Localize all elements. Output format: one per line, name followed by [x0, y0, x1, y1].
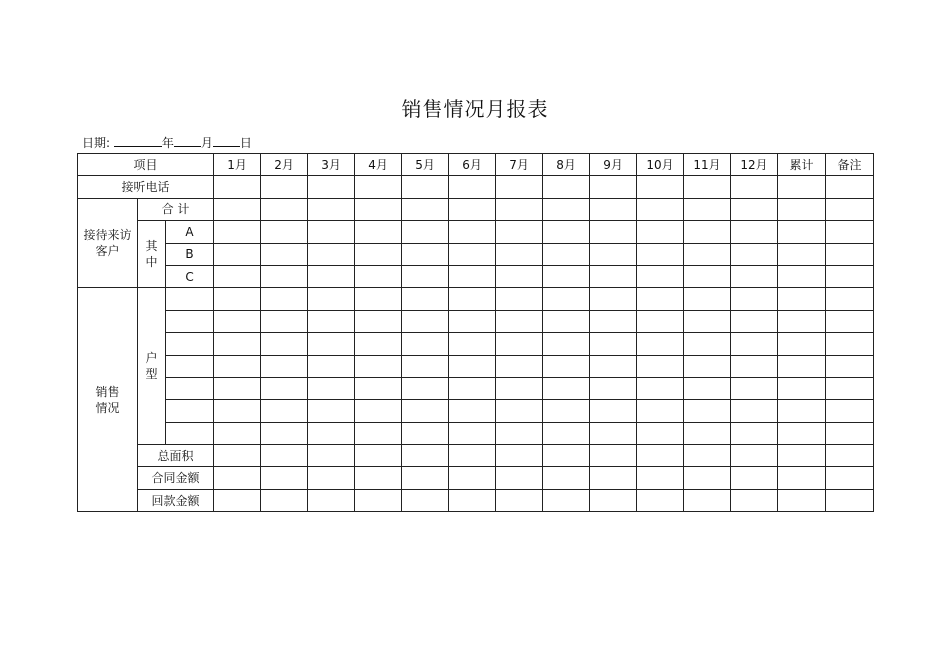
data-cell[interactable]	[496, 310, 543, 332]
data-cell[interactable]	[637, 355, 684, 377]
month-header: 4月	[355, 154, 402, 176]
table-row	[78, 310, 874, 332]
data-cell[interactable]	[308, 221, 355, 243]
data-cell[interactable]	[590, 265, 637, 287]
data-cell[interactable]	[731, 489, 778, 511]
table-row	[78, 422, 874, 444]
table-row	[78, 243, 874, 265]
month-header: 11月	[684, 154, 731, 176]
month-header: 12月	[731, 154, 778, 176]
data-cell[interactable]	[308, 243, 355, 265]
month-header: 2月	[261, 154, 308, 176]
data-cell[interactable]	[449, 288, 496, 310]
data-cell[interactable]	[449, 355, 496, 377]
data-cell[interactable]	[826, 265, 874, 287]
data-cell[interactable]	[731, 243, 778, 265]
data-cell[interactable]	[590, 400, 637, 422]
date-line	[82, 135, 252, 151]
data-cell[interactable]	[778, 445, 826, 467]
data-cell[interactable]	[308, 445, 355, 467]
month-blank[interactable]	[174, 135, 201, 147]
data-cell[interactable]	[543, 176, 590, 198]
sales-report-table	[77, 153, 874, 512]
data-cell[interactable]	[355, 288, 402, 310]
data-cell[interactable]	[731, 198, 778, 220]
data-cell[interactable]	[308, 310, 355, 332]
data-cell[interactable]	[637, 198, 684, 220]
data-cell[interactable]	[778, 243, 826, 265]
data-cell[interactable]	[355, 400, 402, 422]
data-cell[interactable]	[684, 288, 731, 310]
data-cell[interactable]	[778, 198, 826, 220]
month-header: 7月	[496, 154, 543, 176]
data-cell[interactable]	[261, 422, 308, 444]
data-cell[interactable]	[684, 243, 731, 265]
data-cell[interactable]	[778, 489, 826, 511]
data-cell[interactable]	[778, 467, 826, 489]
data-cell[interactable]	[637, 422, 684, 444]
data-cell[interactable]	[308, 176, 355, 198]
month-header: 9月	[590, 154, 637, 176]
data-cell[interactable]	[731, 221, 778, 243]
unit-type-cell[interactable]	[166, 377, 214, 399]
data-cell[interactable]	[261, 176, 308, 198]
data-cell[interactable]	[355, 176, 402, 198]
data-cell[interactable]	[402, 333, 449, 355]
data-cell[interactable]	[214, 198, 261, 220]
day-blank[interactable]	[213, 135, 240, 147]
data-cell[interactable]	[496, 467, 543, 489]
data-cell[interactable]	[826, 467, 874, 489]
data-cell[interactable]	[826, 333, 874, 355]
data-cell[interactable]	[778, 221, 826, 243]
data-cell[interactable]	[449, 422, 496, 444]
table-row	[78, 400, 874, 422]
data-cell[interactable]	[590, 243, 637, 265]
data-cell[interactable]	[543, 198, 590, 220]
header-row	[78, 154, 874, 176]
data-cell[interactable]	[496, 400, 543, 422]
data-cell[interactable]	[637, 489, 684, 511]
data-cell[interactable]	[449, 198, 496, 220]
data-cell[interactable]	[826, 198, 874, 220]
data-cell[interactable]	[543, 422, 590, 444]
data-cell[interactable]	[214, 288, 261, 310]
data-cell[interactable]	[449, 310, 496, 332]
data-cell[interactable]	[214, 445, 261, 467]
data-cell[interactable]	[402, 310, 449, 332]
data-cell[interactable]	[449, 377, 496, 399]
data-cell[interactable]	[731, 400, 778, 422]
data-cell[interactable]	[308, 377, 355, 399]
data-cell[interactable]	[684, 400, 731, 422]
data-cell[interactable]	[826, 221, 874, 243]
data-cell[interactable]	[684, 265, 731, 287]
data-cell[interactable]	[355, 310, 402, 332]
data-cell[interactable]	[731, 355, 778, 377]
data-cell[interactable]	[543, 288, 590, 310]
data-cell[interactable]	[214, 243, 261, 265]
data-cell[interactable]	[449, 221, 496, 243]
data-cell[interactable]	[543, 445, 590, 467]
unit-type-cell[interactable]	[166, 355, 214, 377]
data-cell[interactable]	[731, 377, 778, 399]
data-cell[interactable]	[590, 288, 637, 310]
data-cell[interactable]	[496, 265, 543, 287]
data-cell[interactable]	[355, 333, 402, 355]
data-cell[interactable]	[778, 265, 826, 287]
payment-amount-label: 回款金额	[138, 489, 214, 511]
data-cell[interactable]	[355, 445, 402, 467]
data-cell[interactable]	[496, 198, 543, 220]
month-header: 3月	[308, 154, 355, 176]
data-cell[interactable]	[826, 400, 874, 422]
data-cell[interactable]	[449, 243, 496, 265]
data-cell[interactable]	[637, 467, 684, 489]
data-cell[interactable]	[590, 489, 637, 511]
data-cell[interactable]	[637, 265, 684, 287]
data-cell[interactable]	[778, 400, 826, 422]
unit-type-cell[interactable]	[166, 422, 214, 444]
data-cell[interactable]	[778, 310, 826, 332]
data-cell[interactable]	[214, 489, 261, 511]
data-cell[interactable]	[543, 489, 590, 511]
cumulative-header: 累计	[778, 154, 826, 176]
data-cell[interactable]	[261, 221, 308, 243]
remarks-header: 备注	[826, 154, 874, 176]
data-cell[interactable]	[355, 489, 402, 511]
data-cell[interactable]	[637, 176, 684, 198]
data-cell[interactable]	[402, 377, 449, 399]
data-cell[interactable]	[214, 355, 261, 377]
data-cell[interactable]	[496, 333, 543, 355]
data-cell[interactable]	[261, 198, 308, 220]
data-cell[interactable]	[731, 288, 778, 310]
data-cell[interactable]	[684, 445, 731, 467]
data-cell[interactable]	[402, 467, 449, 489]
data-cell[interactable]	[402, 400, 449, 422]
data-cell[interactable]	[308, 489, 355, 511]
visitor-type-a: A	[166, 221, 214, 243]
visitors-group-label	[78, 198, 138, 288]
data-cell[interactable]	[826, 445, 874, 467]
data-cell[interactable]	[402, 198, 449, 220]
data-cell[interactable]	[778, 288, 826, 310]
unit-type-cell[interactable]	[166, 310, 214, 332]
year-blank[interactable]	[114, 135, 162, 147]
month-header: 6月	[449, 154, 496, 176]
data-cell[interactable]	[308, 422, 355, 444]
data-cell[interactable]	[637, 288, 684, 310]
data-cell[interactable]	[449, 176, 496, 198]
visitors-group-text: 接待来访客户	[83, 228, 132, 259]
data-cell[interactable]	[214, 333, 261, 355]
data-cell[interactable]	[684, 198, 731, 220]
table-row	[78, 355, 874, 377]
data-cell[interactable]	[496, 489, 543, 511]
data-cell[interactable]	[355, 198, 402, 220]
data-cell[interactable]	[449, 467, 496, 489]
data-cell[interactable]	[261, 243, 308, 265]
data-cell[interactable]	[496, 176, 543, 198]
data-cell[interactable]	[449, 265, 496, 287]
data-cell[interactable]	[590, 333, 637, 355]
data-cell[interactable]	[449, 333, 496, 355]
data-cell[interactable]	[214, 467, 261, 489]
table-row	[78, 265, 874, 287]
data-cell[interactable]	[590, 377, 637, 399]
data-cell[interactable]	[637, 377, 684, 399]
month-header: 10月	[637, 154, 684, 176]
data-cell[interactable]	[214, 176, 261, 198]
data-cell[interactable]	[402, 288, 449, 310]
data-cell[interactable]	[684, 467, 731, 489]
data-cell[interactable]	[637, 445, 684, 467]
date-label: 日期:	[82, 136, 111, 150]
data-cell[interactable]	[590, 221, 637, 243]
visitor-type-c: C	[166, 265, 214, 287]
data-cell[interactable]	[355, 377, 402, 399]
data-cell[interactable]	[684, 422, 731, 444]
unit-type-cell[interactable]	[166, 400, 214, 422]
data-cell[interactable]	[590, 422, 637, 444]
day-label: 日	[239, 136, 252, 150]
month-header: 1月	[214, 154, 261, 176]
data-cell[interactable]	[590, 198, 637, 220]
table-row	[78, 198, 874, 220]
data-cell[interactable]	[308, 288, 355, 310]
data-cell[interactable]	[826, 176, 874, 198]
data-cell[interactable]	[355, 422, 402, 444]
data-cell[interactable]	[496, 422, 543, 444]
phone-calls-label: 接听电话	[78, 176, 214, 198]
data-cell[interactable]	[261, 489, 308, 511]
data-cell[interactable]	[214, 377, 261, 399]
data-cell[interactable]	[590, 310, 637, 332]
data-cell[interactable]	[402, 176, 449, 198]
total-area-label: 总面积	[138, 445, 214, 467]
table-row	[78, 221, 874, 243]
data-cell[interactable]	[214, 265, 261, 287]
data-cell[interactable]	[590, 176, 637, 198]
data-cell[interactable]	[261, 265, 308, 287]
data-cell[interactable]	[261, 333, 308, 355]
data-cell[interactable]	[778, 333, 826, 355]
data-cell[interactable]	[731, 422, 778, 444]
data-cell[interactable]	[731, 310, 778, 332]
table-row	[78, 467, 874, 489]
data-cell[interactable]	[355, 221, 402, 243]
data-cell[interactable]	[449, 400, 496, 422]
month-label: 月	[200, 136, 213, 150]
data-cell[interactable]	[590, 467, 637, 489]
data-cell[interactable]	[778, 176, 826, 198]
data-cell[interactable]	[402, 243, 449, 265]
data-cell[interactable]	[308, 355, 355, 377]
total-label: 合 计	[138, 198, 214, 220]
table-row	[78, 377, 874, 399]
table-row	[78, 176, 874, 198]
data-cell[interactable]	[308, 265, 355, 287]
data-cell[interactable]	[261, 467, 308, 489]
data-cell[interactable]	[261, 355, 308, 377]
data-cell[interactable]	[402, 221, 449, 243]
data-cell[interactable]	[637, 333, 684, 355]
data-cell[interactable]	[496, 288, 543, 310]
data-cell[interactable]	[826, 489, 874, 511]
data-cell[interactable]	[731, 265, 778, 287]
data-cell[interactable]	[731, 445, 778, 467]
data-cell[interactable]	[826, 355, 874, 377]
data-cell[interactable]	[543, 310, 590, 332]
data-cell[interactable]	[637, 400, 684, 422]
data-cell[interactable]	[214, 422, 261, 444]
visitor-type-b: B	[166, 243, 214, 265]
data-cell[interactable]	[261, 288, 308, 310]
data-cell[interactable]	[261, 377, 308, 399]
data-cell[interactable]	[778, 377, 826, 399]
data-cell[interactable]	[308, 333, 355, 355]
data-cell[interactable]	[214, 400, 261, 422]
data-cell[interactable]	[637, 221, 684, 243]
data-cell[interactable]	[355, 265, 402, 287]
data-cell[interactable]	[684, 176, 731, 198]
data-cell[interactable]	[402, 265, 449, 287]
data-cell[interactable]	[261, 445, 308, 467]
data-cell[interactable]	[826, 288, 874, 310]
data-cell[interactable]	[778, 355, 826, 377]
data-cell[interactable]	[496, 445, 543, 467]
data-cell[interactable]	[731, 333, 778, 355]
data-cell[interactable]	[684, 221, 731, 243]
item-header: 项目	[78, 154, 214, 176]
month-header: 8月	[543, 154, 590, 176]
data-cell[interactable]	[543, 221, 590, 243]
data-cell[interactable]	[496, 355, 543, 377]
data-cell[interactable]	[637, 243, 684, 265]
unit-type-text: 户型	[145, 351, 158, 382]
data-cell[interactable]	[214, 310, 261, 332]
data-cell[interactable]	[308, 467, 355, 489]
data-cell[interactable]	[826, 377, 874, 399]
year-label: 年	[161, 136, 174, 150]
data-cell[interactable]	[496, 221, 543, 243]
data-cell[interactable]	[308, 198, 355, 220]
data-cell[interactable]	[449, 489, 496, 511]
contract-amount-label: 合同金额	[138, 467, 214, 489]
data-cell[interactable]	[826, 243, 874, 265]
data-cell[interactable]	[637, 310, 684, 332]
unit-type-cell[interactable]	[166, 333, 214, 355]
data-cell[interactable]	[684, 333, 731, 355]
unit-type-label	[138, 288, 166, 445]
data-cell[interactable]	[496, 377, 543, 399]
data-cell[interactable]	[261, 310, 308, 332]
data-cell[interactable]	[402, 422, 449, 444]
data-cell[interactable]	[543, 377, 590, 399]
data-cell[interactable]	[684, 310, 731, 332]
data-cell[interactable]	[355, 355, 402, 377]
data-cell[interactable]	[826, 422, 874, 444]
of-which-text: 其中	[145, 239, 158, 270]
sales-group-text: 销售情况	[95, 384, 120, 415]
data-cell[interactable]	[355, 467, 402, 489]
data-cell[interactable]	[355, 243, 402, 265]
unit-type-cell[interactable]	[166, 288, 214, 310]
data-cell[interactable]	[449, 445, 496, 467]
data-cell[interactable]	[214, 221, 261, 243]
data-cell[interactable]	[731, 176, 778, 198]
data-cell[interactable]	[543, 265, 590, 287]
data-cell[interactable]	[684, 377, 731, 399]
data-cell[interactable]	[684, 489, 731, 511]
data-cell[interactable]	[826, 310, 874, 332]
data-cell[interactable]	[261, 400, 308, 422]
page-title: 销售情况月报表	[401, 97, 549, 121]
data-cell[interactable]	[590, 445, 637, 467]
data-cell[interactable]	[778, 422, 826, 444]
data-cell[interactable]	[543, 467, 590, 489]
month-header: 5月	[402, 154, 449, 176]
table-row	[78, 333, 874, 355]
sales-group-label	[78, 288, 138, 512]
data-cell[interactable]	[402, 355, 449, 377]
data-cell[interactable]	[308, 400, 355, 422]
data-cell[interactable]	[402, 489, 449, 511]
data-cell[interactable]	[543, 333, 590, 355]
table-row	[78, 288, 874, 310]
table-row	[78, 489, 874, 511]
data-cell[interactable]	[731, 467, 778, 489]
data-cell[interactable]	[590, 355, 637, 377]
data-cell[interactable]	[543, 243, 590, 265]
data-cell[interactable]	[402, 445, 449, 467]
data-cell[interactable]	[684, 355, 731, 377]
data-cell[interactable]	[543, 400, 590, 422]
data-cell[interactable]	[543, 355, 590, 377]
of-which-label	[138, 221, 166, 288]
data-cell[interactable]	[496, 243, 543, 265]
table-row	[78, 445, 874, 467]
